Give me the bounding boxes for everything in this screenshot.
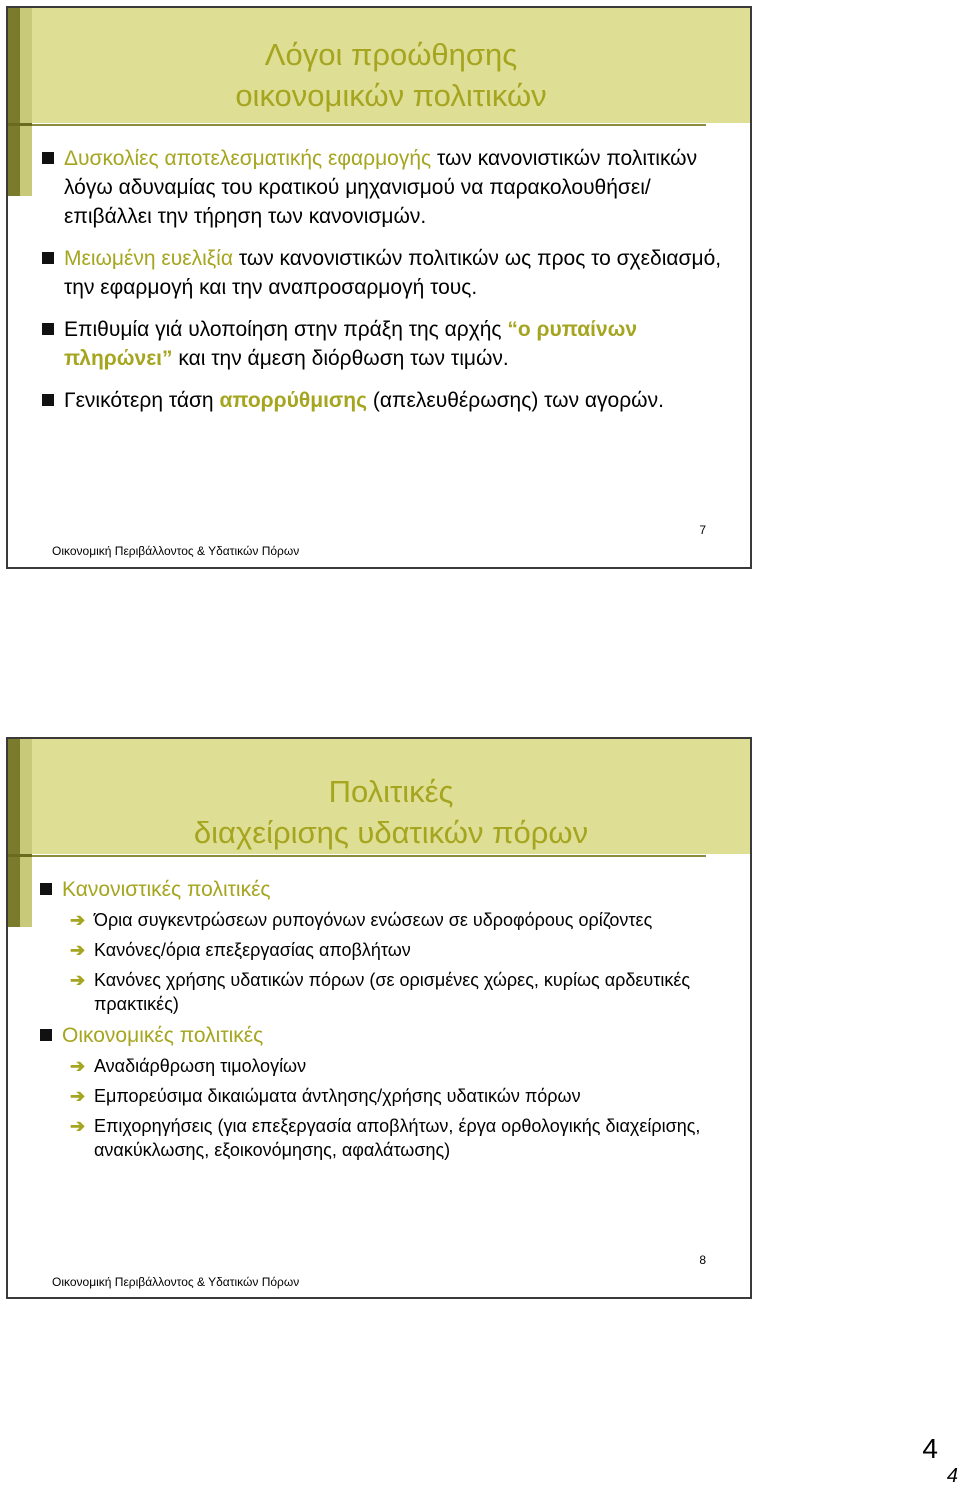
accent-bar-dark <box>8 739 20 927</box>
slide-body <box>32 876 730 1168</box>
slide-footer: Οικονομική Περιβάλλοντος & Υδατικών Πόρων <box>52 544 300 558</box>
slide-body <box>32 144 730 428</box>
sub-item-text: Κανόνες/όρια επεξεργασίας αποβλήτων <box>94 940 411 960</box>
sheet-page-number-italic: 4 <box>946 1465 958 1487</box>
slide-title-line2: οικονομικών πολιτικών <box>235 78 547 113</box>
sub-item-text: Όρια συγκεντρώσεων ρυπογόνων ενώσεων σε υδροφόρους ορίζοντες <box>94 910 653 930</box>
arrow-right-icon: ➔ <box>70 970 86 990</box>
bullet-item <box>32 1022 730 1050</box>
sub-item-text: Αναδιάρθρωση τιμολογίων <box>94 1056 307 1076</box>
square-bullet-icon <box>42 152 54 164</box>
slide-title-line1: Λόγοι προώθησης <box>264 37 518 72</box>
square-bullet-icon <box>40 883 52 895</box>
title-rule <box>32 855 706 857</box>
highlight-text: Μειωμένη ευελιξία <box>64 247 233 270</box>
sub-item <box>32 908 730 932</box>
arrow-right-icon: ➔ <box>70 1116 86 1136</box>
arrow-right-icon: ➔ <box>70 1056 86 1076</box>
bullet-text: (απελευθέρωσης) των αγορών. <box>367 389 664 412</box>
square-bullet-icon <box>42 394 54 406</box>
square-bullet-icon <box>42 252 54 264</box>
slide-title-line2: διαχείρισης υδατικών πόρων <box>193 815 589 850</box>
accent-bar-dark <box>8 8 20 196</box>
bullet-item <box>32 144 730 231</box>
square-bullet-icon <box>42 323 54 335</box>
highlight-text: Δυσκολίες αποτελεσματικής εφαρμογής <box>64 147 432 170</box>
page-number: 8 <box>699 1253 706 1267</box>
title-rule-left <box>8 854 32 857</box>
title-rule-left <box>8 123 32 126</box>
bullet-text: των κανονιστικών πολιτικών λόγω αδυναμίας του κρατικού μηχανισμού να παρακολουθήσει/επιβάλλει την τήρηση των κανονισμών. <box>64 147 698 228</box>
page-number: 7 <box>699 523 706 537</box>
slide-8 <box>6 737 752 1299</box>
bullet-text: Γενικότερη τάση <box>64 389 220 412</box>
sub-item-text: Εμπορεύσιμα δικαιώματα άντλησης/χρήσης υδατικών πόρων <box>94 1086 581 1106</box>
arrow-right-icon: ➔ <box>70 910 86 930</box>
accent-bar-light <box>20 8 32 196</box>
square-bullet-icon <box>40 1029 52 1041</box>
slide-title <box>32 34 750 116</box>
arrow-right-icon: ➔ <box>70 1086 86 1106</box>
sub-item <box>32 968 730 1016</box>
sub-item <box>32 1114 730 1162</box>
title-rule <box>32 124 706 126</box>
slide-title <box>32 771 750 853</box>
sub-item-text: Κανόνες χρήσης υδατικών πόρων (σε ορισμένες χώρες, κυρίως αρδευτικές πρακτικές) <box>94 970 691 1014</box>
slide-7 <box>6 6 752 569</box>
sheet-page-number: 4 <box>922 1433 938 1464</box>
bullet-text: των κανονιστικών πολιτικών ως προς το σχεδιασμό, την εφαρμογή και την αναπροσαρμογή τους. <box>64 247 722 299</box>
group-label: Οικονομικές πολιτικές <box>62 1024 264 1047</box>
bullet-text: και την άμεση διόρθωση των τιμών. <box>172 347 509 370</box>
sub-item <box>32 1084 730 1108</box>
highlight-text: απορρύθμισης <box>219 389 368 412</box>
bullet-item <box>32 876 730 904</box>
bullet-item <box>32 315 730 373</box>
bullet-item <box>32 386 730 415</box>
bullet-text: Επιθυμία γιά υλοποίηση στην πράξη της αρχής <box>64 318 508 341</box>
arrow-right-icon: ➔ <box>70 940 86 960</box>
slide-footer: Οικονομική Περιβάλλοντος & Υδατικών Πόρων <box>52 1275 300 1289</box>
bullet-item <box>32 244 730 302</box>
group-label: Κανονιστικές πολιτικές <box>62 878 271 901</box>
accent-bar-light <box>20 739 32 927</box>
sub-item <box>32 1054 730 1078</box>
sub-item <box>32 938 730 962</box>
slide-title-line1: Πολιτικές <box>328 774 454 809</box>
sub-item-text: Επιχορηγήσεις (για επεξεργασία αποβλήτων, έργα ορθολογικής διαχείρισης, ανακύκλωσης, εξοικονόμησης, αφαλάτωσης) <box>94 1116 701 1160</box>
highlight-text: “ο ρυπαίνων πληρώνει” <box>64 318 638 370</box>
